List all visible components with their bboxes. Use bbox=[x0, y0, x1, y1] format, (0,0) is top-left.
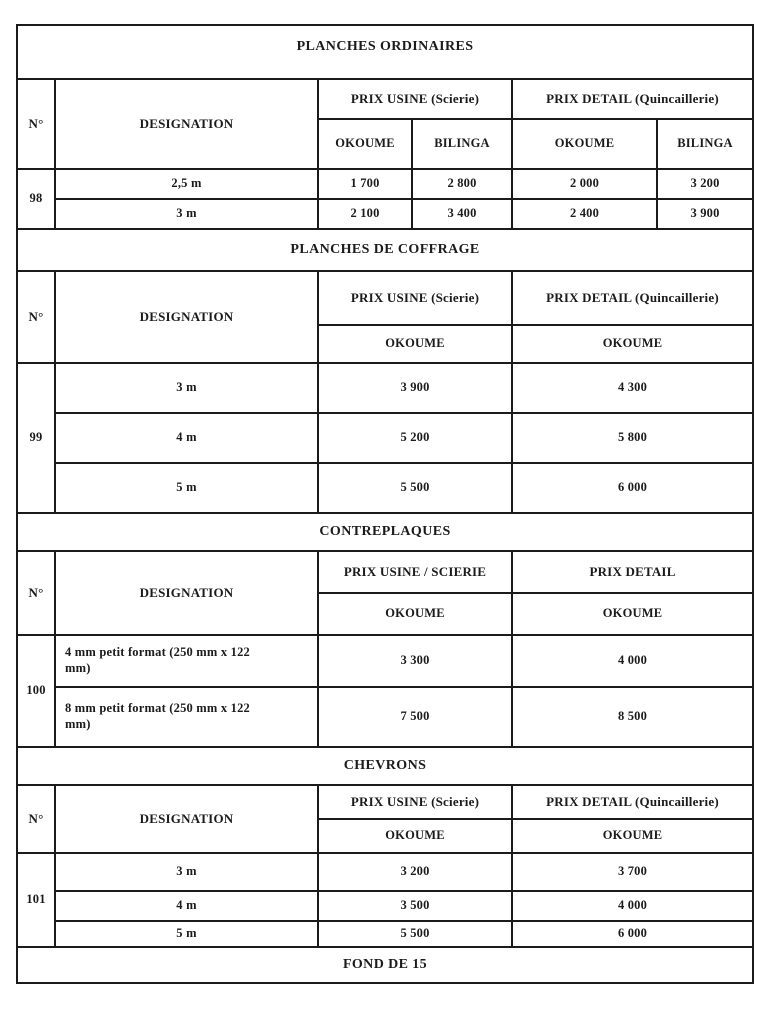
price-cell: 4 000 bbox=[512, 635, 753, 687]
col-header-designation: DESIGNATION bbox=[55, 551, 318, 635]
table-row bbox=[17, 551, 753, 593]
col-header-no: N° bbox=[17, 271, 55, 363]
section-title-planches-de-coffrage: PLANCHES DE COFFRAGE bbox=[17, 229, 753, 271]
price-cell: 5 800 bbox=[512, 413, 753, 463]
table-row bbox=[17, 199, 753, 229]
table-row bbox=[17, 513, 753, 551]
col-header-designation: DESIGNATION bbox=[55, 271, 318, 363]
col-subheader-usine-okoume: OKOUME bbox=[318, 593, 512, 635]
designation-cell: 5 m bbox=[55, 463, 318, 513]
price-cell: 6 000 bbox=[512, 463, 753, 513]
designation-cell: 3 m bbox=[55, 363, 318, 413]
col-header-prix-detail: PRIX DETAIL (Quincaillerie) bbox=[512, 271, 753, 325]
price-list-document bbox=[16, 24, 753, 984]
table-row bbox=[17, 363, 753, 413]
col-header-designation: DESIGNATION bbox=[55, 79, 318, 169]
section-title-fond-de-15: FOND DE 15 bbox=[17, 947, 753, 983]
table-row bbox=[17, 463, 753, 513]
table-row bbox=[17, 747, 753, 785]
table-row bbox=[17, 687, 753, 747]
col-subheader-usine-bilinga: BILINGA bbox=[412, 119, 512, 169]
price-cell: 2 000 bbox=[512, 169, 657, 199]
price-cell: 3 700 bbox=[512, 853, 753, 891]
designation-cell: 4 mm petit format (250 mm x 122 mm) bbox=[55, 635, 318, 687]
col-subheader-usine-okoume: OKOUME bbox=[318, 819, 512, 853]
table-row bbox=[17, 229, 753, 271]
col-header-designation: DESIGNATION bbox=[55, 785, 318, 853]
designation-cell: 5 m bbox=[55, 921, 318, 947]
contreplaques-table bbox=[16, 512, 754, 748]
table-row bbox=[17, 635, 753, 687]
price-cell: 2 800 bbox=[412, 169, 512, 199]
col-header-prix-usine: PRIX USINE (Scierie) bbox=[318, 271, 512, 325]
price-cell: 4 300 bbox=[512, 363, 753, 413]
col-header-prix-usine: PRIX USINE (Scierie) bbox=[318, 79, 512, 119]
price-cell: 8 500 bbox=[512, 687, 753, 747]
col-header-prix-detail: PRIX DETAIL (Quincaillerie) bbox=[512, 79, 753, 119]
designation-cell: 3 m bbox=[55, 199, 318, 229]
col-header-prix-detail: PRIX DETAIL bbox=[512, 551, 753, 593]
price-cell: 7 500 bbox=[318, 687, 512, 747]
col-subheader-detail-okoume: OKOUME bbox=[512, 119, 657, 169]
table-row bbox=[17, 169, 753, 199]
designation-cell: 3 m bbox=[55, 853, 318, 891]
price-cell: 2 400 bbox=[512, 199, 657, 229]
col-subheader-usine-okoume: OKOUME bbox=[318, 119, 412, 169]
col-header-prix-detail: PRIX DETAIL (Quincaillerie) bbox=[512, 785, 753, 819]
col-header-prix-usine: PRIX USINE (Scierie) bbox=[318, 785, 512, 819]
price-cell: 3 900 bbox=[657, 199, 753, 229]
price-cell: 3 200 bbox=[318, 853, 512, 891]
designation-cell: 4 m bbox=[55, 413, 318, 463]
table-row bbox=[17, 891, 753, 921]
price-cell: 6 000 bbox=[512, 921, 753, 947]
price-cell: 1 700 bbox=[318, 169, 412, 199]
col-subheader-detail-okoume: OKOUME bbox=[512, 819, 753, 853]
row-number-cell: 99 bbox=[17, 363, 55, 513]
table-row bbox=[17, 25, 753, 79]
col-header-prix-usine: PRIX USINE / SCIERIE bbox=[318, 551, 512, 593]
col-header-no: N° bbox=[17, 79, 55, 169]
col-subheader-usine-okoume: OKOUME bbox=[318, 325, 512, 363]
price-cell: 3 300 bbox=[318, 635, 512, 687]
section-title-planches-ordinaires: PLANCHES ORDINAIRES bbox=[17, 25, 753, 79]
col-subheader-detail-bilinga: BILINGA bbox=[657, 119, 753, 169]
price-cell: 2 100 bbox=[318, 199, 412, 229]
table-row bbox=[17, 271, 753, 325]
price-cell: 5 500 bbox=[318, 463, 512, 513]
price-cell: 3 200 bbox=[657, 169, 753, 199]
col-header-no: N° bbox=[17, 785, 55, 853]
price-cell: 5 200 bbox=[318, 413, 512, 463]
col-subheader-detail-okoume: OKOUME bbox=[512, 325, 753, 363]
price-cell: 3 900 bbox=[318, 363, 512, 413]
chevrons-table bbox=[16, 746, 754, 948]
section-title-contreplaques: CONTREPLAQUES bbox=[17, 513, 753, 551]
row-number-cell: 100 bbox=[17, 635, 55, 747]
col-header-no: N° bbox=[17, 551, 55, 635]
row-number-cell: 98 bbox=[17, 169, 55, 229]
designation-cell: 2,5 m bbox=[55, 169, 318, 199]
table-row bbox=[17, 947, 753, 983]
designation-cell: 8 mm petit format (250 mm x 122 mm) bbox=[55, 687, 318, 747]
table-row bbox=[17, 785, 753, 819]
designation-cell: 4 m bbox=[55, 891, 318, 921]
col-subheader-detail-okoume: OKOUME bbox=[512, 593, 753, 635]
table-row bbox=[17, 853, 753, 891]
price-cell: 3 500 bbox=[318, 891, 512, 921]
row-number-cell: 101 bbox=[17, 853, 55, 947]
price-cell: 5 500 bbox=[318, 921, 512, 947]
section-title-chevrons: CHEVRONS bbox=[17, 747, 753, 785]
planches-ordinaires-table bbox=[16, 24, 754, 230]
fond-de-15-table bbox=[16, 946, 754, 984]
planches-de-coffrage-table bbox=[16, 228, 754, 514]
price-cell: 4 000 bbox=[512, 891, 753, 921]
table-row bbox=[17, 413, 753, 463]
table-row bbox=[17, 79, 753, 119]
table-row bbox=[17, 921, 753, 947]
price-cell: 3 400 bbox=[412, 199, 512, 229]
